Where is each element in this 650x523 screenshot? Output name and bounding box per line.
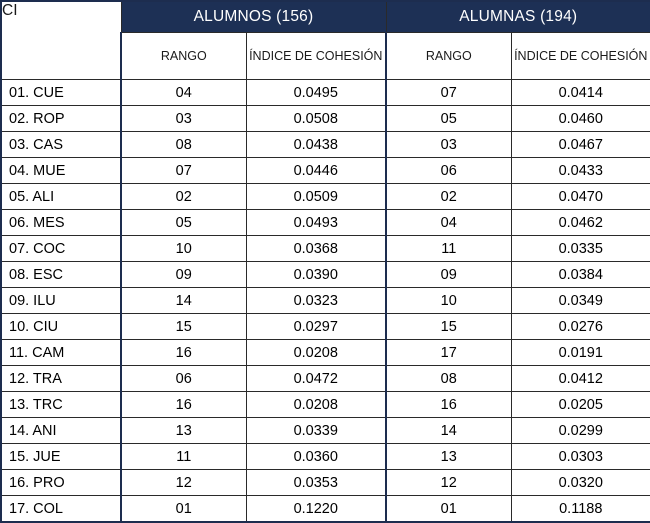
table-row [1, 418, 650, 444]
cell-rango-alumnos: 14 [121, 288, 246, 314]
cell-rango-alumnas: 09 [386, 262, 511, 288]
cell-ci: 03. CAS [1, 132, 121, 158]
cell-indice-alumnas: 0.0433 [511, 158, 650, 184]
cell-ci: 04. MUE [1, 158, 121, 184]
table-row [1, 236, 650, 262]
cell-rango-alumnas: 10 [386, 288, 511, 314]
subheader-indice-alumnos: ÍNDICE DE COHESIÓN [246, 33, 386, 80]
cell-indice-alumnas: 0.0412 [511, 366, 650, 392]
cell-rango-alumnos: 08 [121, 132, 246, 158]
cell-indice-alumnos: 0.0323 [246, 288, 386, 314]
cell-indice-alumnas: 0.0414 [511, 80, 650, 106]
cell-indice-alumnas: 0.0460 [511, 106, 650, 132]
cell-indice-alumnos: 0.0208 [246, 340, 386, 366]
cell-rango-alumnos: 01 [121, 496, 246, 523]
cell-rango-alumnas: 04 [386, 210, 511, 236]
cell-ci: 15. JUE [1, 444, 121, 470]
cell-rango-alumnos: 11 [121, 444, 246, 470]
cell-rango-alumnos: 06 [121, 366, 246, 392]
cell-indice-alumnos: 0.0438 [246, 132, 386, 158]
cell-rango-alumnos: 15 [121, 314, 246, 340]
table-row [1, 158, 650, 184]
cell-ci: 16. PRO [1, 470, 121, 496]
cell-indice-alumnas: 0.0335 [511, 236, 650, 262]
cell-rango-alumnas: 15 [386, 314, 511, 340]
cell-rango-alumnas: 08 [386, 366, 511, 392]
cell-indice-alumnas: 0.0349 [511, 288, 650, 314]
cell-indice-alumnos: 0.0339 [246, 418, 386, 444]
cell-indice-alumnos: 0.0472 [246, 366, 386, 392]
table-row [1, 132, 650, 158]
cell-indice-alumnas: 0.0303 [511, 444, 650, 470]
cell-indice-alumnos: 0.0495 [246, 80, 386, 106]
cell-ci: 13. TRC [1, 392, 121, 418]
cell-indice-alumnas: 0.0320 [511, 470, 650, 496]
cell-rango-alumnos: 12 [121, 470, 246, 496]
cell-rango-alumnos: 16 [121, 392, 246, 418]
cell-rango-alumnas: 12 [386, 470, 511, 496]
cell-ci: 01. CUE [1, 80, 121, 106]
cell-rango-alumnos: 03 [121, 106, 246, 132]
group-header-alumnas: ALUMNAS (194) [386, 1, 650, 33]
cell-rango-alumnas: 03 [386, 132, 511, 158]
cell-rango-alumnas: 07 [386, 80, 511, 106]
table-row [1, 288, 650, 314]
cell-indice-alumnos: 0.0368 [246, 236, 386, 262]
cell-indice-alumnos: 0.0493 [246, 210, 386, 236]
cell-rango-alumnos: 13 [121, 418, 246, 444]
cell-ci: 09. ILU [1, 288, 121, 314]
cell-indice-alumnas: 0.0299 [511, 418, 650, 444]
cell-ci: 11. CAM [1, 340, 121, 366]
cell-rango-alumnas: 02 [386, 184, 511, 210]
cell-indice-alumnos: 0.1220 [246, 496, 386, 523]
cell-rango-alumnos: 10 [121, 236, 246, 262]
cell-indice-alumnos: 0.0446 [246, 158, 386, 184]
cell-indice-alumnos: 0.0508 [246, 106, 386, 132]
cell-rango-alumnas: 11 [386, 236, 511, 262]
cell-rango-alumnos: 05 [121, 210, 246, 236]
table-row [1, 106, 650, 132]
table-row [1, 262, 650, 288]
cell-ci: 10. CIU [1, 314, 121, 340]
cell-ci: 12. TRA [1, 366, 121, 392]
cell-indice-alumnos: 0.0297 [246, 314, 386, 340]
cell-indice-alumnos: 0.0353 [246, 470, 386, 496]
table-row [1, 314, 650, 340]
cell-ci: 05. ALI [1, 184, 121, 210]
table-row [1, 496, 650, 523]
cell-ci: 14. ANI [1, 418, 121, 444]
group-header-alumnos: ALUMNOS (156) [121, 1, 386, 33]
cell-indice-alumnas: 0.0384 [511, 262, 650, 288]
cell-rango-alumnas: 01 [386, 496, 511, 523]
subheader-indice-alumnas: ÍNDICE DE COHESIÓN [511, 33, 650, 80]
corner-header-ci: CI [1, 1, 121, 80]
cell-indice-alumnas: 0.0205 [511, 392, 650, 418]
cell-indice-alumnos: 0.0208 [246, 392, 386, 418]
cell-indice-alumnas: 0.0470 [511, 184, 650, 210]
cell-indice-alumnas: 0.0462 [511, 210, 650, 236]
table-row [1, 340, 650, 366]
cell-ci: 08. ESC [1, 262, 121, 288]
table-row [1, 366, 650, 392]
cell-rango-alumnas: 16 [386, 392, 511, 418]
cell-indice-alumnas: 0.0276 [511, 314, 650, 340]
cell-indice-alumnas: 0.1188 [511, 496, 650, 523]
cell-indice-alumnas: 0.0191 [511, 340, 650, 366]
subheader-rango-alumnas: RANGO [386, 33, 511, 80]
cell-indice-alumnos: 0.0360 [246, 444, 386, 470]
cell-ci: 07. COC [1, 236, 121, 262]
table-row [1, 210, 650, 236]
subheader-rango-alumnos: RANGO [121, 33, 246, 80]
table-row [1, 184, 650, 210]
table-body [1, 80, 650, 523]
table-row [1, 392, 650, 418]
cell-indice-alumnos: 0.0509 [246, 184, 386, 210]
cell-rango-alumnos: 07 [121, 158, 246, 184]
cell-ci: 17. COL [1, 496, 121, 523]
cell-rango-alumnas: 13 [386, 444, 511, 470]
cell-ci: 02. ROP [1, 106, 121, 132]
cell-indice-alumnas: 0.0467 [511, 132, 650, 158]
cell-rango-alumnas: 14 [386, 418, 511, 444]
cell-rango-alumnos: 16 [121, 340, 246, 366]
table-row [1, 470, 650, 496]
cell-rango-alumnas: 05 [386, 106, 511, 132]
cell-rango-alumnos: 04 [121, 80, 246, 106]
cell-rango-alumnos: 02 [121, 184, 246, 210]
cell-ci: 06. MES [1, 210, 121, 236]
table-header [1, 1, 650, 80]
cell-rango-alumnos: 09 [121, 262, 246, 288]
cell-rango-alumnas: 06 [386, 158, 511, 184]
table-row [1, 444, 650, 470]
table-row [1, 80, 650, 106]
cell-rango-alumnas: 17 [386, 340, 511, 366]
cell-indice-alumnos: 0.0390 [246, 262, 386, 288]
header-group-row [1, 1, 650, 33]
